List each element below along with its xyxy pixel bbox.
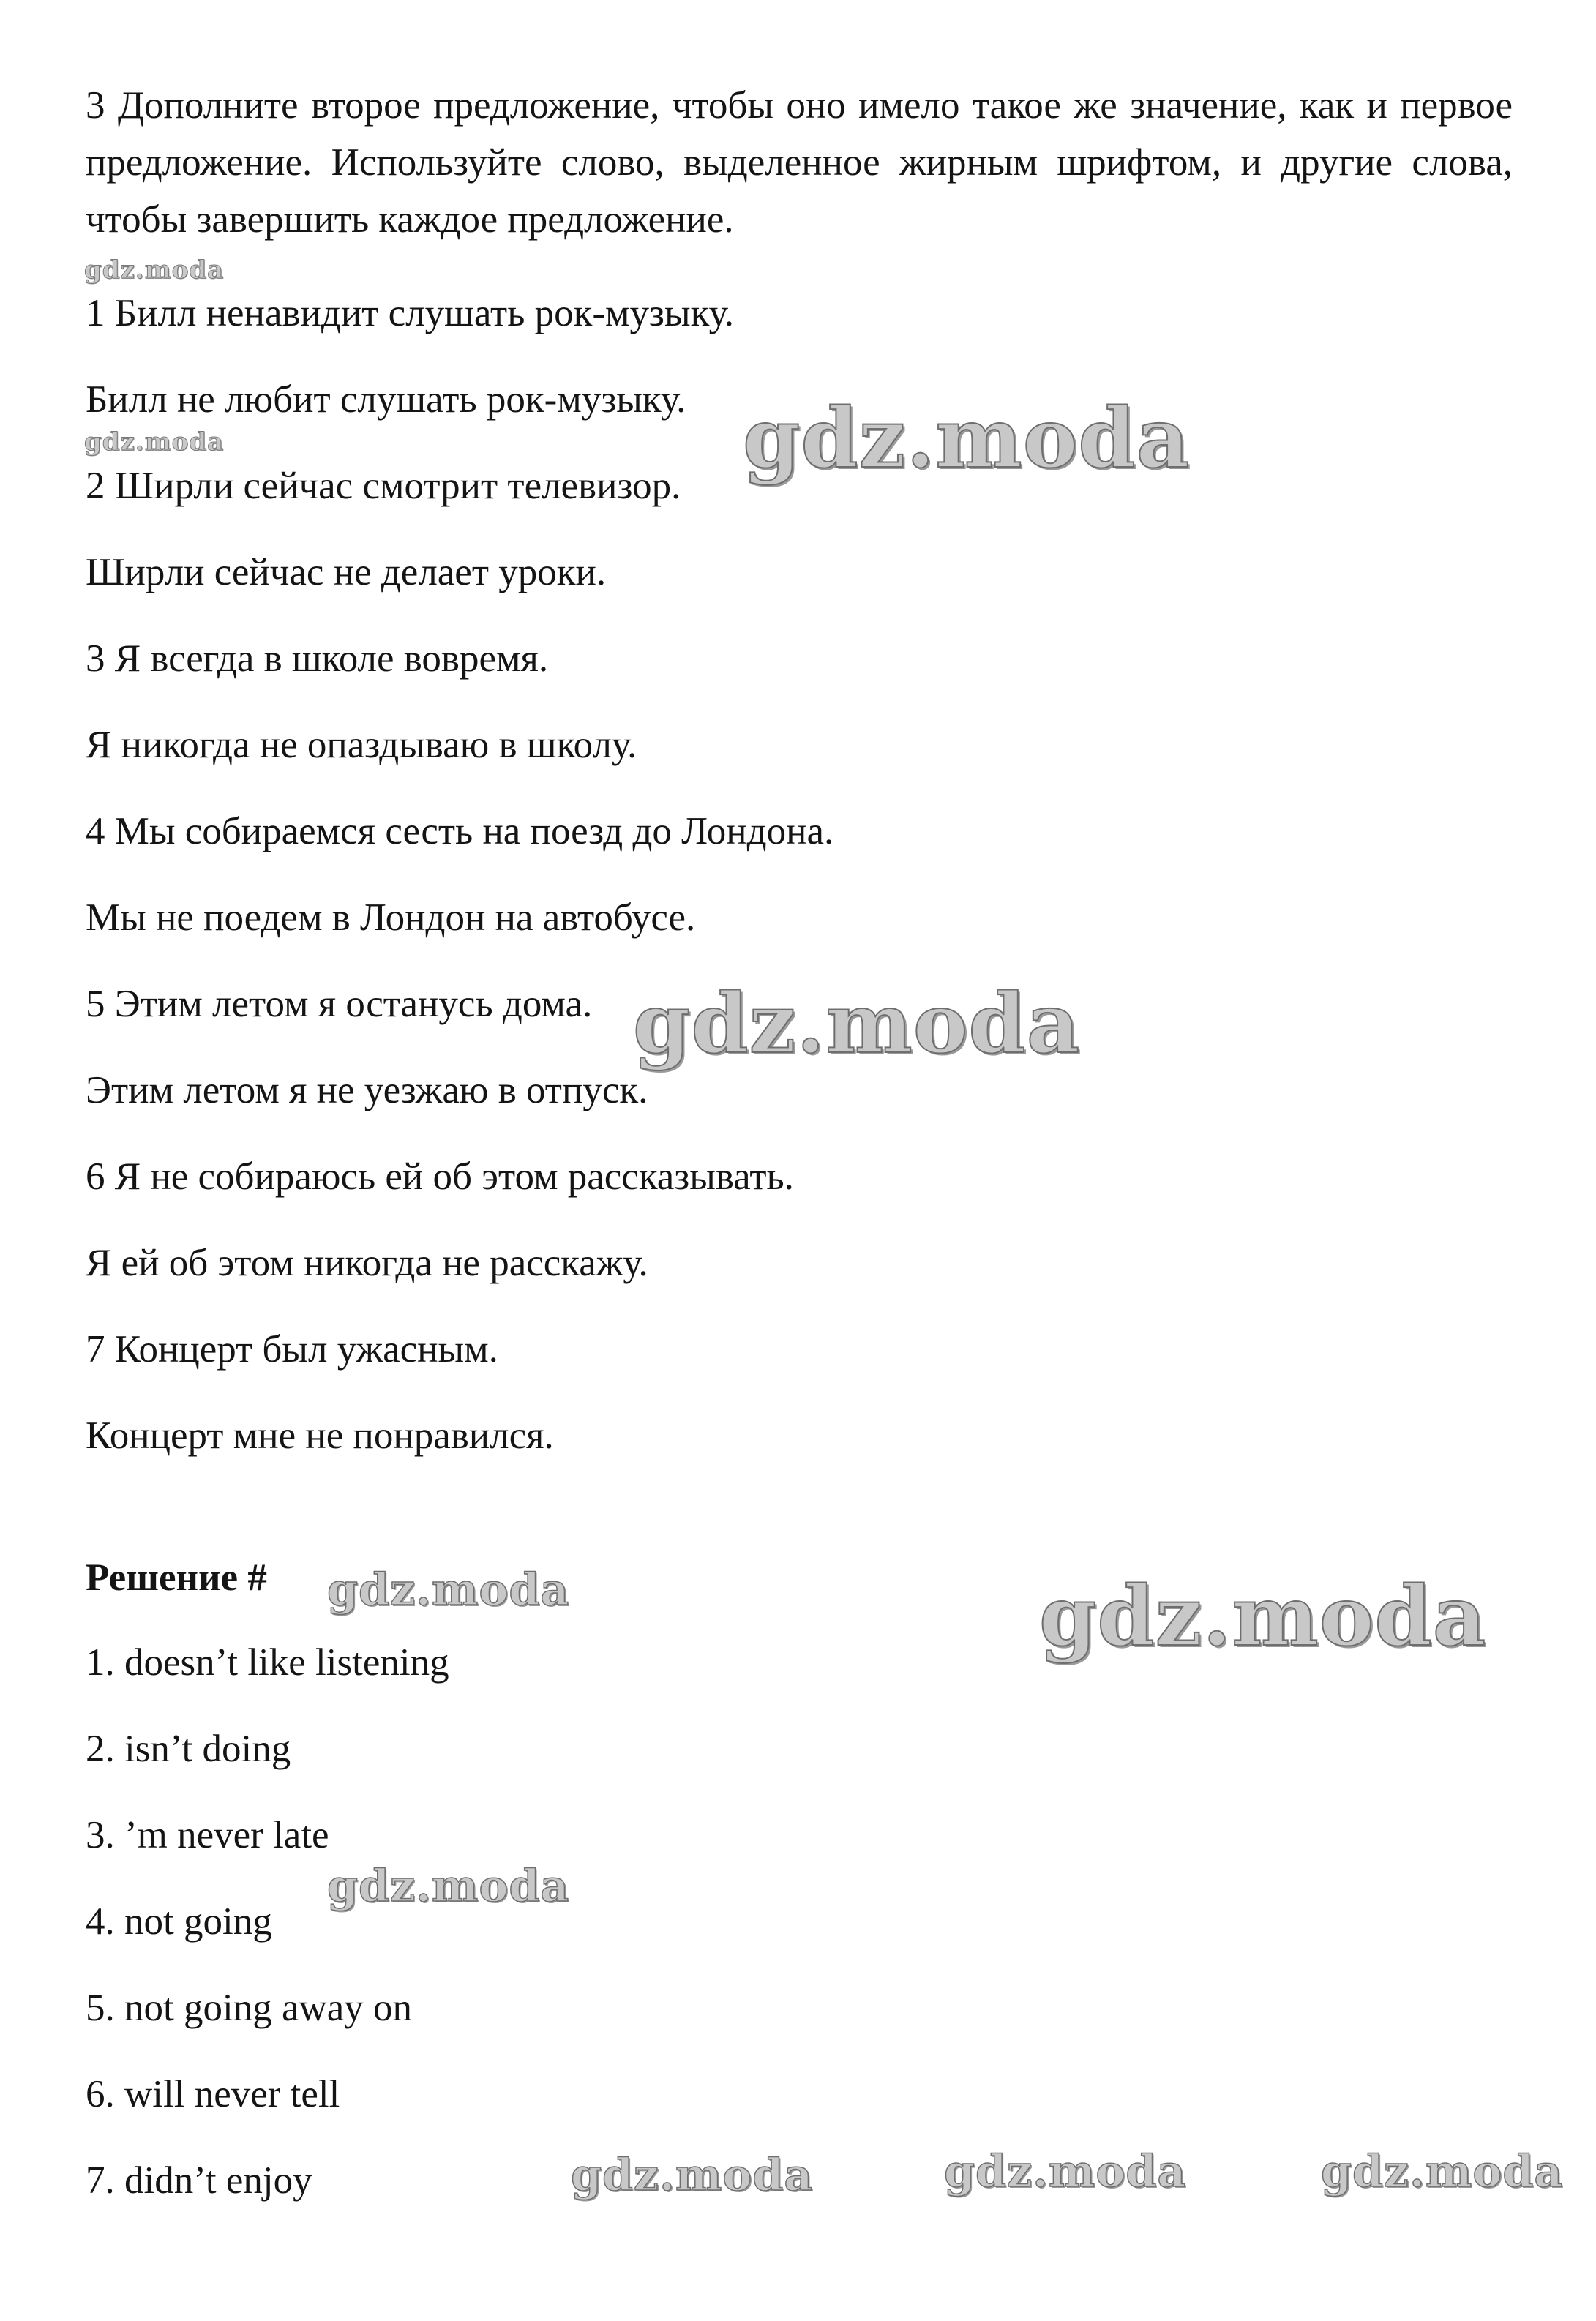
exercise-sentence: 1 Билл ненавидит слушать рок-музыку. [86, 292, 735, 334]
watermark: gdz.moda [327, 1861, 570, 1912]
exercise-sentence: Ширли сейчас не делает уроки. [86, 551, 607, 593]
watermark: gdz.moda [1321, 2146, 1564, 2197]
solution-answer: 5. not going away on [86, 1987, 413, 2029]
exercise-sentence: 4 Мы собираемся сесть на поезд до Лондона. [86, 810, 834, 852]
exercise-sentence: 3 Я всегда в школе вовремя. [86, 637, 549, 680]
exercise-sentence: 2 Ширли сейчас смотрит телевизор. [86, 465, 681, 507]
watermark: gdz.moda [327, 1564, 570, 1616]
solution-answer: 3. ’m never late [86, 1814, 329, 1856]
exercise-instruction: 3 Дополните второе предложение, чтобы оно имело такое же значение, как и первое предложение. Используйте слово, выделенное жирным шрифтом, и другие слова, чтобы завершить каждое предложение. [86, 84, 1513, 241]
watermark: gdz.moda [743, 391, 1191, 487]
watermark: gdz.moda [84, 427, 225, 457]
watermark: gdz.moda [84, 255, 225, 285]
solution-answer: 6. will never tell [86, 2073, 340, 2115]
solution-answer: 1. doesn’t like listening [86, 1641, 449, 1684]
watermark: gdz.moda [944, 2146, 1187, 2197]
solution-heading: Решение # [86, 1556, 267, 1599]
solution-answer: 2. isn’t doing [86, 1728, 291, 1770]
solution-answer: 4. not going [86, 1900, 272, 1943]
watermark: gdz.moda [633, 976, 1081, 1072]
exercise-sentence: Билл не любит слушать рок-музыку. [86, 378, 686, 421]
exercise-sentence: Концерт мне не понравился. [86, 1414, 554, 1457]
exercise-sentence: Я ей об этом никогда не расскажу. [86, 1242, 648, 1284]
exercise-sentence: Этим летом я не уезжаю в отпуск. [86, 1069, 648, 1111]
exercise-sentence: Мы не поедем в Лондон на автобусе. [86, 896, 696, 939]
exercise-sentence: 5 Этим летом я останусь дома. [86, 983, 593, 1025]
exercise-sentence: 6 Я не собираюсь ей об этом рассказывать. [86, 1155, 794, 1198]
watermark: gdz.moda [1039, 1569, 1487, 1665]
watermark: gdz.moda [571, 2150, 814, 2201]
exercise-sentence: 7 Концерт был ужасным. [86, 1328, 498, 1371]
exercise-sentence: Я никогда не опаздываю в школу. [86, 724, 637, 766]
solution-answer: 7. didn’t enjoy [86, 2159, 312, 2202]
